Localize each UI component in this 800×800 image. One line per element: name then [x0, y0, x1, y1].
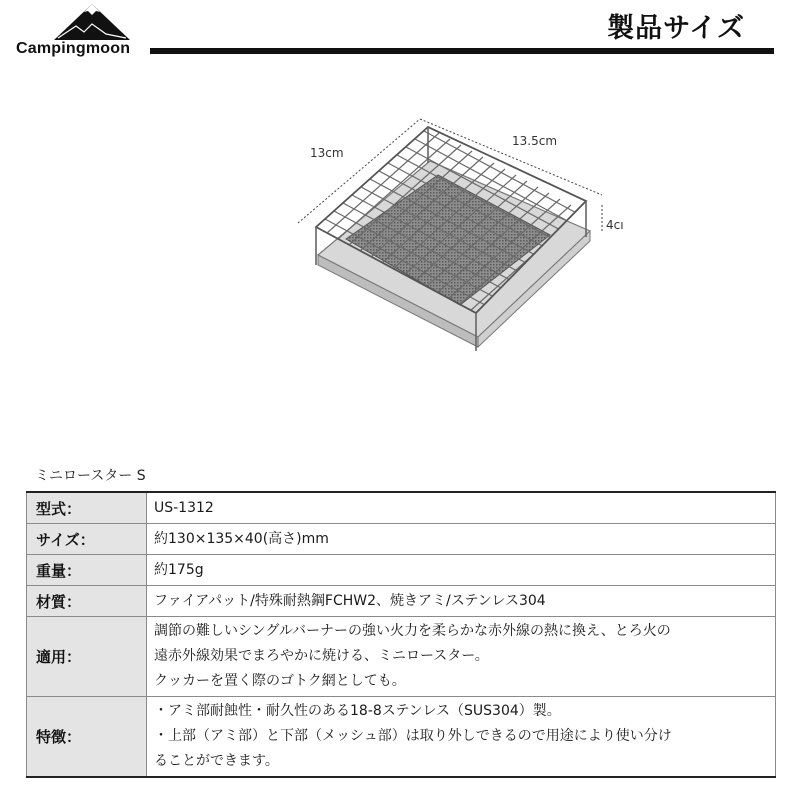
brand-logo [16, 0, 146, 68]
spec-value [147, 617, 776, 697]
dim-width-label: 13cm [310, 146, 344, 160]
spec-row-material [27, 586, 776, 617]
spec-line: 遠赤外線効果でまろやかに焼ける、ミニロースター。 [154, 648, 489, 664]
dim-height-label: 4cı [606, 218, 624, 232]
spec-line: US-1312 [154, 499, 214, 516]
spec-line: 約175g [154, 561, 204, 578]
header-rule [150, 48, 774, 54]
spec-row-features [27, 697, 776, 778]
spec-row-weight [27, 555, 776, 586]
spec-row-size [27, 524, 776, 555]
spec-value [147, 555, 776, 586]
dim-depth-label: 13.5cm [512, 134, 558, 148]
spec-label: 型式： [27, 492, 147, 524]
spec-label: 重量： [27, 555, 147, 586]
mountain-logo-icon [54, 4, 130, 40]
spec-label: サイズ： [27, 524, 147, 555]
spec-line: ファイアパット/特殊耐熱鋼FCHW2、焼きアミ/ステンレス304 [154, 592, 546, 609]
spec-value [147, 586, 776, 617]
spec-label: 特徴： [27, 697, 147, 778]
spec-line: ることができます。 [154, 753, 279, 769]
spec-line: 調節の難しいシングルバーナーの強い火力を柔らかな赤外線の熱に換え、とろ火の [154, 623, 671, 639]
product-diagram [280, 105, 630, 365]
spec-line: ・上部（アミ部）と下部（メッシュ部）は取り外しできるので用途により使い分け [154, 728, 672, 744]
spec-table [26, 491, 776, 778]
spec-line: ・アミ部耐蝕性・耐久性のある18-8ステンレス（SUS304）製。 [154, 703, 561, 719]
spec-value [147, 524, 776, 555]
spec-value [147, 697, 776, 778]
spec-row-usage [27, 617, 776, 697]
spec-caption: ミニロースター S [35, 468, 146, 484]
spec-label: 適用： [27, 617, 147, 697]
spec-label: 材質： [27, 586, 147, 617]
spec-line: クッカーを置く際のゴトク網としても。 [154, 673, 406, 689]
spec-row-model [27, 492, 776, 524]
brand-name: Campingmoon [16, 40, 131, 57]
spec-value [147, 492, 776, 524]
page-header [0, 0, 800, 70]
page-title: 製品サイズ [607, 13, 745, 44]
spec-line: 約130×135×40(高さ)mm [154, 530, 329, 547]
